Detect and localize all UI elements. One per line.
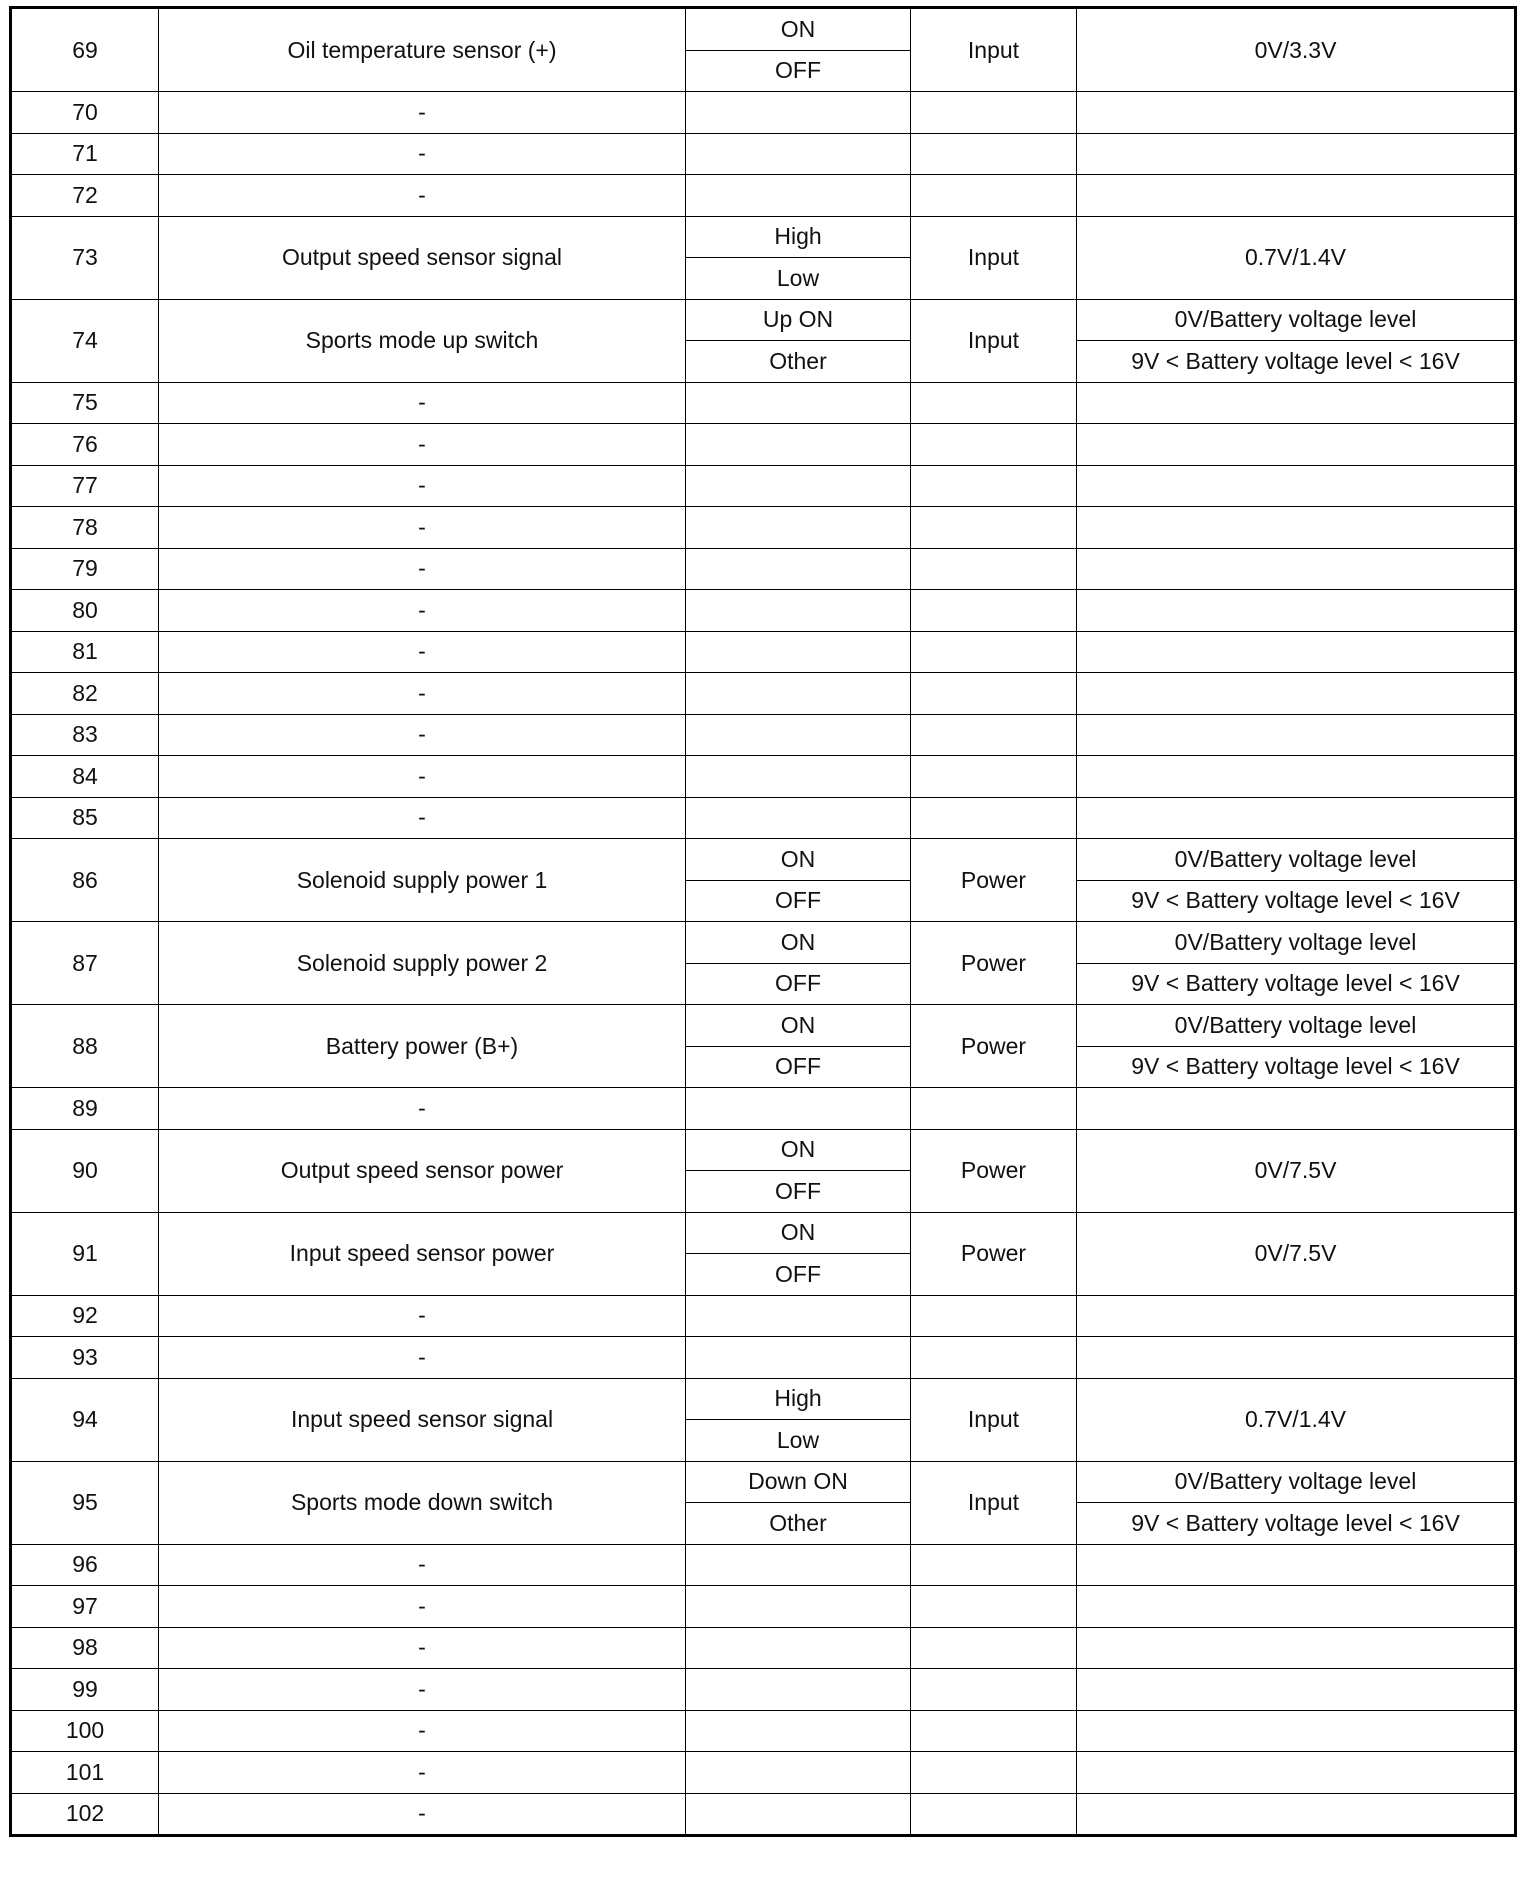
table-row xyxy=(11,714,1516,756)
pin-description: - xyxy=(159,133,686,175)
pin-description: Input speed sensor signal xyxy=(159,1378,686,1461)
pin-description: - xyxy=(159,590,686,632)
condition xyxy=(686,382,911,424)
condition: ON xyxy=(686,1005,911,1047)
condition xyxy=(686,756,911,798)
signal-type xyxy=(911,424,1077,466)
pin-description: - xyxy=(159,756,686,798)
signal-level xyxy=(1077,1669,1516,1711)
pin-number: 85 xyxy=(11,797,159,839)
pin-description: Output speed sensor signal xyxy=(159,216,686,299)
pin-number: 88 xyxy=(11,1005,159,1088)
signal-type: Input xyxy=(911,299,1077,382)
pin-description: - xyxy=(159,548,686,590)
condition xyxy=(686,1752,911,1794)
pin-number: 100 xyxy=(11,1710,159,1752)
signal-level: 0.7V/1.4V xyxy=(1077,216,1516,299)
condition xyxy=(686,1586,911,1628)
signal-level xyxy=(1077,1627,1516,1669)
condition xyxy=(686,590,911,632)
condition: Low xyxy=(686,1420,911,1462)
pin-number: 95 xyxy=(11,1461,159,1544)
condition: ON xyxy=(686,922,911,964)
signal-level xyxy=(1077,133,1516,175)
condition xyxy=(686,1544,911,1586)
signal-level: 9V < Battery voltage level < 16V xyxy=(1077,1046,1516,1088)
signal-level xyxy=(1077,382,1516,424)
signal-level xyxy=(1077,756,1516,798)
condition: Low xyxy=(686,258,911,300)
signal-level xyxy=(1077,1793,1516,1836)
signal-level: 0V/7.5V xyxy=(1077,1129,1516,1212)
condition: OFF xyxy=(686,963,911,1005)
table-row xyxy=(11,1337,1516,1379)
pin-description: - xyxy=(159,1627,686,1669)
signal-level xyxy=(1077,1337,1516,1379)
signal-type: Input xyxy=(911,1461,1077,1544)
pin-number: 93 xyxy=(11,1337,159,1379)
condition xyxy=(686,797,911,839)
condition: OFF xyxy=(686,1046,911,1088)
signal-level: 0V/3.3V xyxy=(1077,8,1516,92)
table-row xyxy=(11,216,1516,258)
signal-level xyxy=(1077,714,1516,756)
signal-level xyxy=(1077,590,1516,632)
pin-description: - xyxy=(159,175,686,217)
signal-type xyxy=(911,590,1077,632)
signal-type xyxy=(911,465,1077,507)
pin-number: 71 xyxy=(11,133,159,175)
pin-description: Sports mode up switch xyxy=(159,299,686,382)
table-row xyxy=(11,1212,1516,1254)
table-row xyxy=(11,1586,1516,1628)
pin-description: - xyxy=(159,507,686,549)
pin-number: 102 xyxy=(11,1793,159,1836)
table-row xyxy=(11,92,1516,134)
signal-level: 0V/Battery voltage level xyxy=(1077,1461,1516,1503)
signal-type xyxy=(911,92,1077,134)
pin-description: Battery power (B+) xyxy=(159,1005,686,1088)
pin-number: 84 xyxy=(11,756,159,798)
condition xyxy=(686,631,911,673)
pin-description: Solenoid supply power 1 xyxy=(159,839,686,922)
signal-level xyxy=(1077,1586,1516,1628)
signal-level: 0V/Battery voltage level xyxy=(1077,922,1516,964)
pin-description: Oil temperature sensor (+) xyxy=(159,8,686,92)
pin-description: - xyxy=(159,382,686,424)
table-row xyxy=(11,1129,1516,1171)
condition xyxy=(686,1710,911,1752)
condition xyxy=(686,714,911,756)
table-row xyxy=(11,465,1516,507)
condition: OFF xyxy=(686,1254,911,1296)
signal-type: Power xyxy=(911,839,1077,922)
table-row xyxy=(11,590,1516,632)
pin-description: Input speed sensor power xyxy=(159,1212,686,1295)
table-row xyxy=(11,1752,1516,1794)
signal-level: 0V/Battery voltage level xyxy=(1077,839,1516,881)
table-row xyxy=(11,299,1516,341)
signal-level: 0.7V/1.4V xyxy=(1077,1378,1516,1461)
signal-level xyxy=(1077,507,1516,549)
pin-number: 101 xyxy=(11,1752,159,1794)
pin-number: 69 xyxy=(11,8,159,92)
signal-type: Power xyxy=(911,1212,1077,1295)
pin-number: 74 xyxy=(11,299,159,382)
condition: High xyxy=(686,1378,911,1420)
signal-level xyxy=(1077,465,1516,507)
table-row xyxy=(11,507,1516,549)
table-row xyxy=(11,1627,1516,1669)
table-row xyxy=(11,1378,1516,1420)
signal-level xyxy=(1077,797,1516,839)
condition: Other xyxy=(686,341,911,383)
condition: Down ON xyxy=(686,1461,911,1503)
signal-level: 0V/Battery voltage level xyxy=(1077,1005,1516,1047)
condition xyxy=(686,1669,911,1711)
signal-level xyxy=(1077,424,1516,466)
signal-type: Power xyxy=(911,922,1077,1005)
pin-number: 76 xyxy=(11,424,159,466)
condition xyxy=(686,424,911,466)
signal-type xyxy=(911,382,1077,424)
signal-type xyxy=(911,1710,1077,1752)
condition xyxy=(686,465,911,507)
signal-type xyxy=(911,1627,1077,1669)
pin-number: 81 xyxy=(11,631,159,673)
signal-level: 9V < Battery voltage level < 16V xyxy=(1077,1503,1516,1545)
condition: High xyxy=(686,216,911,258)
signal-level xyxy=(1077,92,1516,134)
pin-number: 75 xyxy=(11,382,159,424)
signal-level: 0V/7.5V xyxy=(1077,1212,1516,1295)
table-row xyxy=(11,424,1516,466)
table-row xyxy=(11,922,1516,964)
pin-description: Sports mode down switch xyxy=(159,1461,686,1544)
signal-type xyxy=(911,756,1077,798)
pin-table-body xyxy=(11,8,1516,1836)
table-row xyxy=(11,1295,1516,1337)
signal-type: Power xyxy=(911,1129,1077,1212)
pin-description: - xyxy=(159,1586,686,1628)
pin-number: 70 xyxy=(11,92,159,134)
condition: Other xyxy=(686,1503,911,1545)
pin-number: 80 xyxy=(11,590,159,632)
signal-type xyxy=(911,1544,1077,1586)
signal-type xyxy=(911,175,1077,217)
signal-type xyxy=(911,1295,1077,1337)
signal-level: 9V < Battery voltage level < 16V xyxy=(1077,880,1516,922)
pin-description: - xyxy=(159,465,686,507)
signal-level xyxy=(1077,1752,1516,1794)
signal-level xyxy=(1077,1544,1516,1586)
signal-type xyxy=(911,1088,1077,1130)
table-row xyxy=(11,797,1516,839)
table-row xyxy=(11,1088,1516,1130)
pin-description: - xyxy=(159,1710,686,1752)
condition xyxy=(686,92,911,134)
pin-number: 82 xyxy=(11,673,159,715)
pin-number: 89 xyxy=(11,1088,159,1130)
condition: ON xyxy=(686,839,911,881)
table-row xyxy=(11,175,1516,217)
pin-number: 90 xyxy=(11,1129,159,1212)
signal-type: Input xyxy=(911,1378,1077,1461)
pin-number: 96 xyxy=(11,1544,159,1586)
condition xyxy=(686,1295,911,1337)
table-row xyxy=(11,8,1516,51)
table-row xyxy=(11,1544,1516,1586)
table-row xyxy=(11,1461,1516,1503)
signal-type xyxy=(911,548,1077,590)
table-row xyxy=(11,1005,1516,1047)
condition xyxy=(686,1337,911,1379)
signal-level xyxy=(1077,631,1516,673)
table-row xyxy=(11,1710,1516,1752)
pin-number: 73 xyxy=(11,216,159,299)
table-row xyxy=(11,631,1516,673)
condition xyxy=(686,133,911,175)
pin-number: 92 xyxy=(11,1295,159,1337)
pin-description: - xyxy=(159,1669,686,1711)
table-row xyxy=(11,756,1516,798)
pin-description: - xyxy=(159,1088,686,1130)
pin-description: - xyxy=(159,631,686,673)
signal-level xyxy=(1077,175,1516,217)
signal-type xyxy=(911,1586,1077,1628)
signal-type xyxy=(911,133,1077,175)
condition xyxy=(686,1793,911,1836)
signal-type xyxy=(911,714,1077,756)
table-row xyxy=(11,548,1516,590)
signal-level xyxy=(1077,548,1516,590)
pin-description: - xyxy=(159,424,686,466)
signal-type xyxy=(911,1752,1077,1794)
pin-number: 72 xyxy=(11,175,159,217)
signal-level xyxy=(1077,1088,1516,1130)
pin-number: 79 xyxy=(11,548,159,590)
table-row xyxy=(11,382,1516,424)
signal-type xyxy=(911,507,1077,549)
condition: OFF xyxy=(686,50,911,92)
signal-type xyxy=(911,1337,1077,1379)
signal-level: 9V < Battery voltage level < 16V xyxy=(1077,963,1516,1005)
pin-number: 94 xyxy=(11,1378,159,1461)
table-row xyxy=(11,1793,1516,1836)
pin-description: - xyxy=(159,1337,686,1379)
signal-type xyxy=(911,631,1077,673)
condition: OFF xyxy=(686,880,911,922)
condition: Up ON xyxy=(686,299,911,341)
condition: ON xyxy=(686,8,911,51)
pin-number: 99 xyxy=(11,1669,159,1711)
pin-description: - xyxy=(159,1544,686,1586)
condition xyxy=(686,507,911,549)
signal-level xyxy=(1077,673,1516,715)
condition xyxy=(686,1088,911,1130)
pin-table xyxy=(9,6,1517,1837)
signal-level xyxy=(1077,1295,1516,1337)
pin-description: - xyxy=(159,1295,686,1337)
pin-description: - xyxy=(159,797,686,839)
pin-description: - xyxy=(159,673,686,715)
signal-level xyxy=(1077,1710,1516,1752)
pin-description: - xyxy=(159,1793,686,1836)
pin-description: Output speed sensor power xyxy=(159,1129,686,1212)
signal-level: 9V < Battery voltage level < 16V xyxy=(1077,341,1516,383)
pin-number: 83 xyxy=(11,714,159,756)
pin-number: 91 xyxy=(11,1212,159,1295)
condition: ON xyxy=(686,1212,911,1254)
condition: OFF xyxy=(686,1171,911,1213)
signal-type xyxy=(911,1669,1077,1711)
table-row xyxy=(11,133,1516,175)
condition: ON xyxy=(686,1129,911,1171)
condition xyxy=(686,673,911,715)
condition xyxy=(686,175,911,217)
pin-number: 97 xyxy=(11,1586,159,1628)
table-row xyxy=(11,1669,1516,1711)
pin-number: 98 xyxy=(11,1627,159,1669)
table-row xyxy=(11,673,1516,715)
pin-description: - xyxy=(159,92,686,134)
pin-description: Solenoid supply power 2 xyxy=(159,922,686,1005)
signal-type: Input xyxy=(911,216,1077,299)
signal-type: Power xyxy=(911,1005,1077,1088)
signal-type xyxy=(911,673,1077,715)
pin-number: 77 xyxy=(11,465,159,507)
signal-level: 0V/Battery voltage level xyxy=(1077,299,1516,341)
signal-type xyxy=(911,1793,1077,1836)
signal-type: Input xyxy=(911,8,1077,92)
condition xyxy=(686,1627,911,1669)
pin-number: 86 xyxy=(11,839,159,922)
pin-description: - xyxy=(159,714,686,756)
pin-description: - xyxy=(159,1752,686,1794)
condition xyxy=(686,548,911,590)
pin-number: 87 xyxy=(11,922,159,1005)
table-row xyxy=(11,839,1516,881)
signal-type xyxy=(911,797,1077,839)
pin-number: 78 xyxy=(11,507,159,549)
pin-table-container xyxy=(9,6,1517,1837)
